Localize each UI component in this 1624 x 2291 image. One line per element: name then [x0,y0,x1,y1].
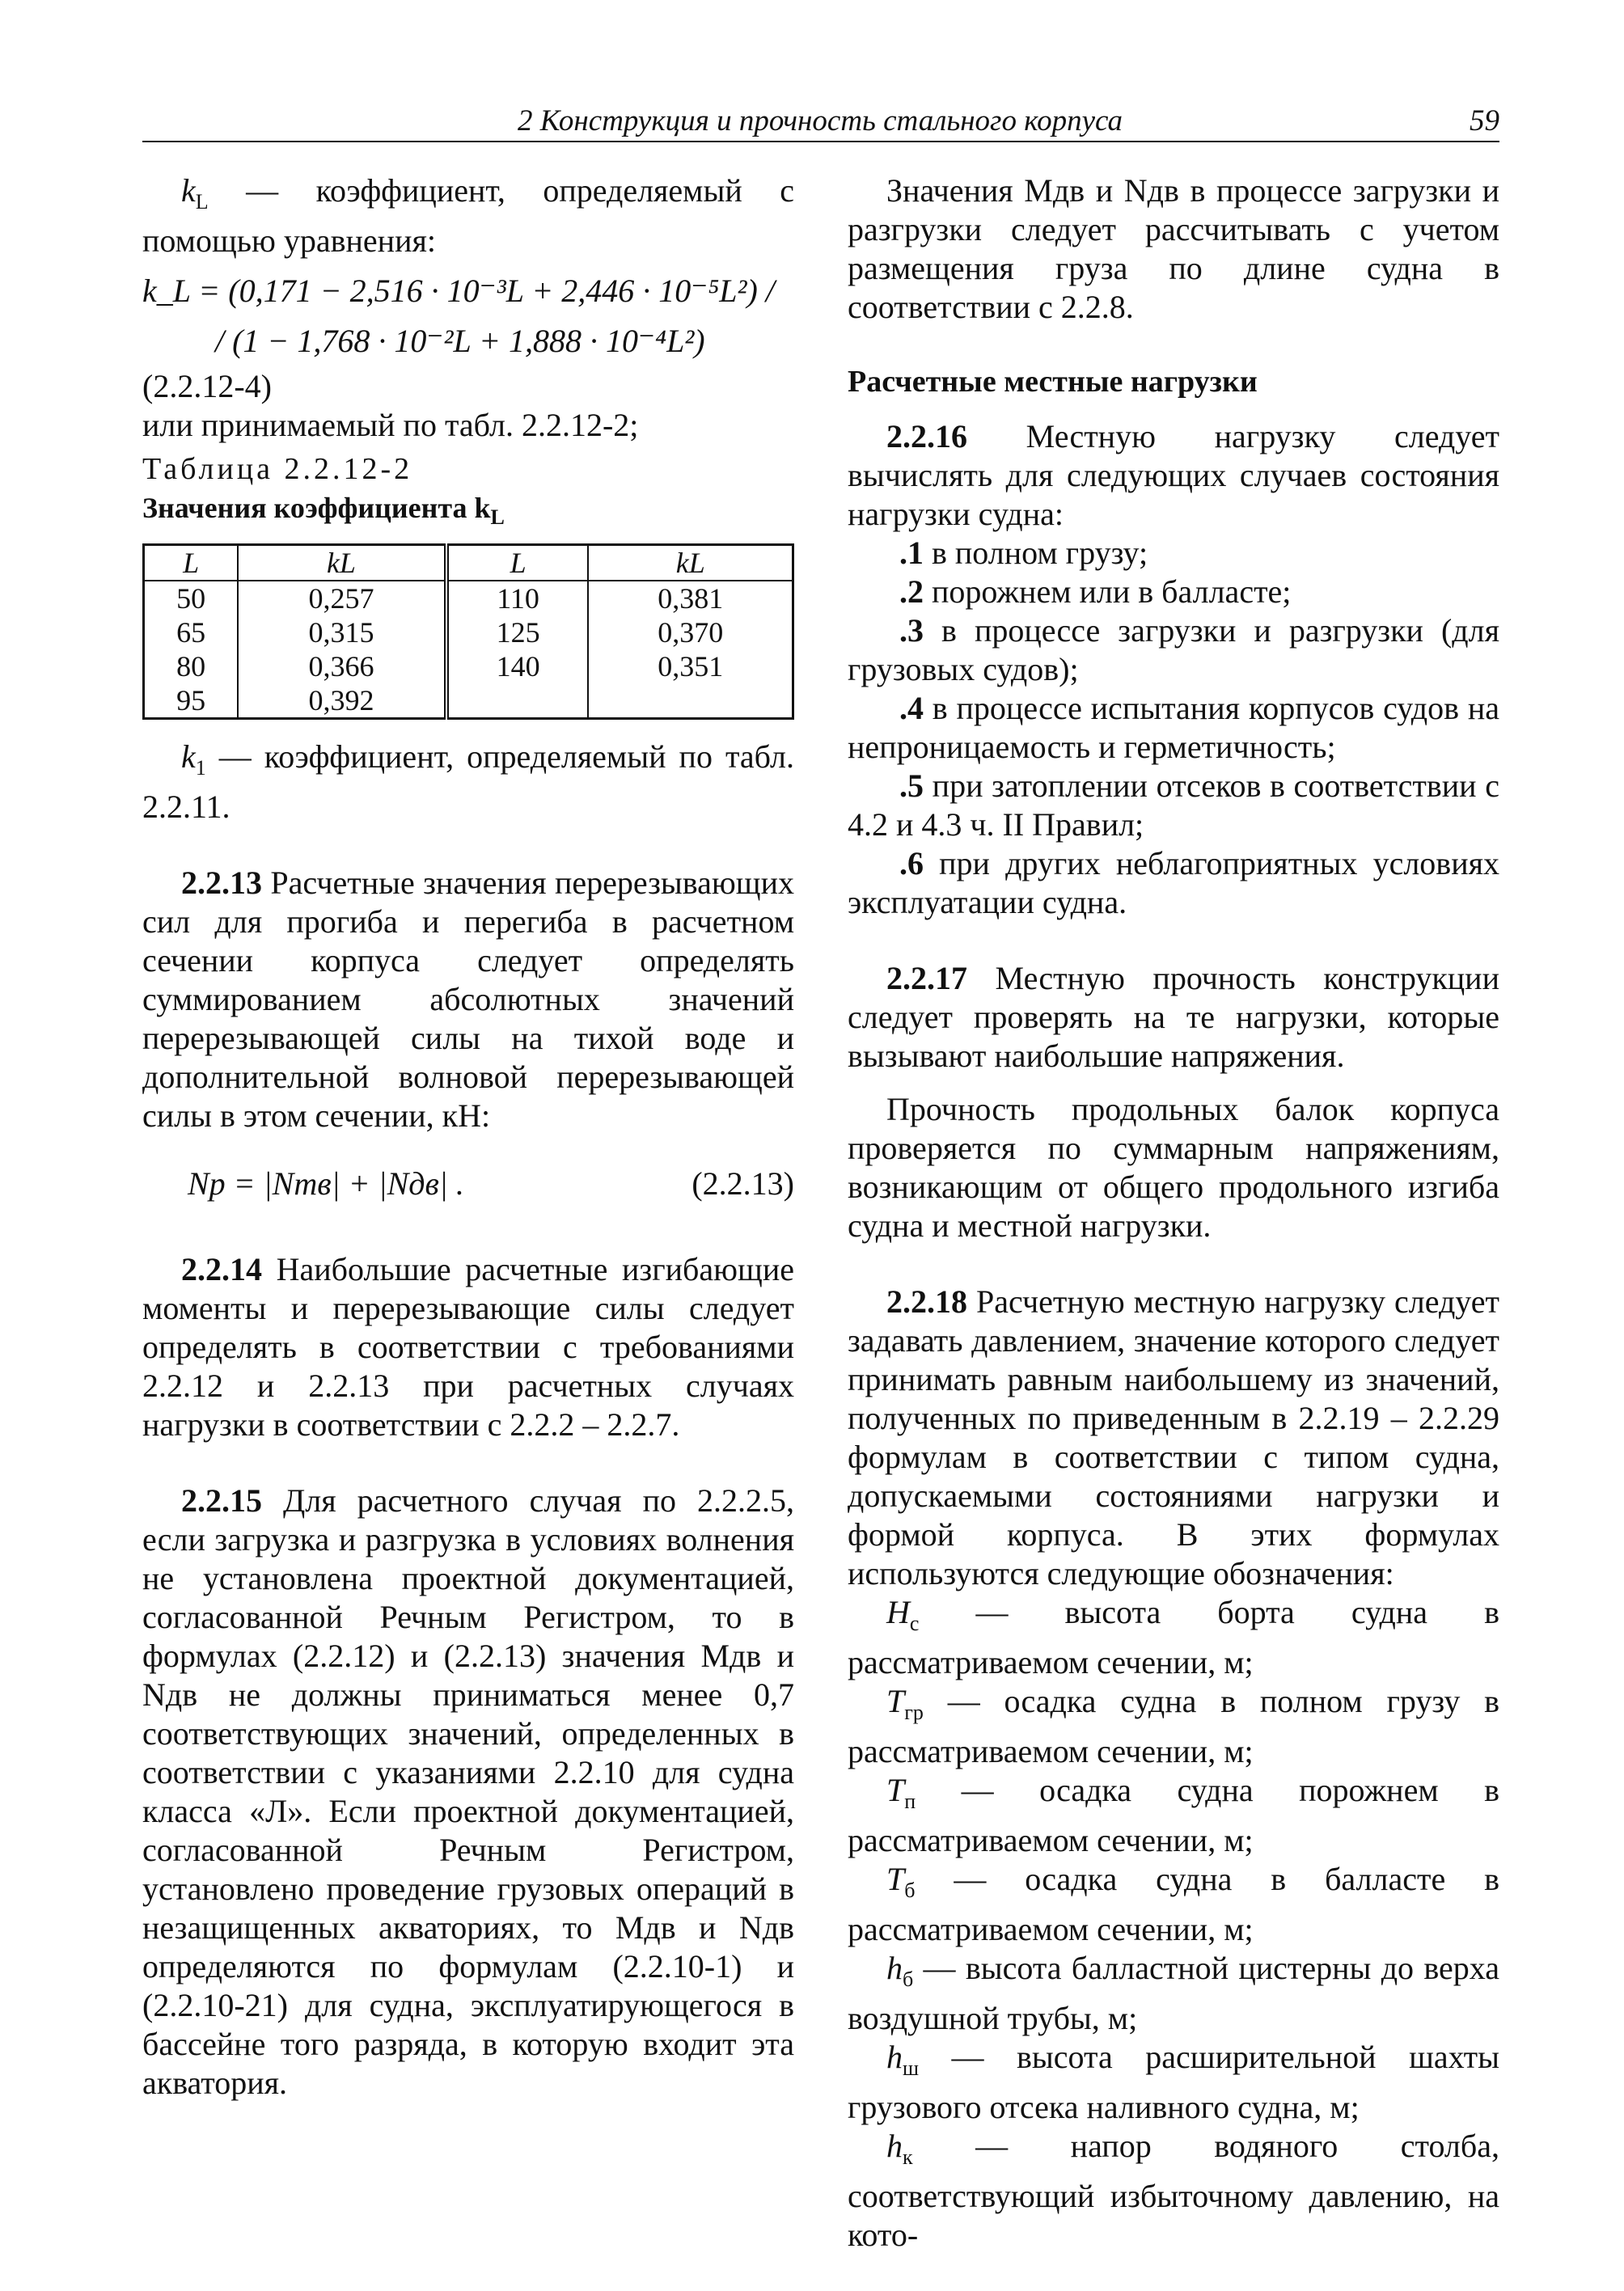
table-cell: 0,392 [238,683,446,719]
table-cell: 140 [446,649,589,683]
definition-item: $H_с$ — высота борта судна в рассматриваемом сечении, м; [848,1594,1499,1680]
table-cell: 0,381 [658,582,724,615]
table-cell: 125 [446,615,589,649]
definition-item: $T_б$ — осадка судна в балласте в рассматриваемом сечении, м; [848,1861,1499,1947]
header-rule [142,141,1499,142]
running-header-title: 2 Конструкция и прочность стального корпуса [518,104,1123,137]
table-row [144,581,793,615]
paragraph-2-2-17: 2.2.17 Местную прочность конструкции следует проверять на те нагрузки, которые вызывают наибольшие напряжения. [848,960,1499,1074]
table-cell: 0,370 [658,616,724,649]
table-cell [588,683,793,719]
paragraph-2-2-14: 2.2.14 Наибольшие расчетные изгибающие моменты и перерезывающие силы следует определять в соответствии с требованиями 2.2.12 и 2.2.13 при расчетных случаях нагрузки в соответствии с 2.2.2 – 2.2.7. [142,1251,794,1443]
table-header-cell: L [144,545,239,581]
table-cell [446,683,589,719]
list-item: .3 в процессе загрузки и разгрузки (для грузовых судов); [848,612,1499,687]
table-cell: 80 [144,649,239,683]
paragraph-2-2-16: 2.2.16 Местную нагрузку следует вычислять для следующих случаев состояния нагрузки судна: [848,418,1499,532]
table-header-cell: L [446,545,589,581]
paragraph-2-2-13: 2.2.13 Расчетные значения перерезывающих сил для прогиба и перегиба в расчетном сечении корпуса следует определять суммированием абсолютных значений перерезывающей силы на тихой воде и дополнительной волновой перерезывающей силы в этом сечении, кН: [142,864,794,1135]
list-item: .1 в полном грузу; [899,535,1148,571]
equation-number: (2.2.12-4) [142,368,272,404]
table-cell: 110 [446,581,589,615]
definition-item: $h_ш$ — высота расширительной шахты грузового отсека наливного судна, м; [848,2039,1499,2125]
definition-item: $T_п$ — осадка судна порожнем в рассматриваемом сечении, м; [848,1772,1499,1858]
section-heading: Расчетные местные нагрузки [848,365,1258,399]
intro-paragraph: Значения Mдв и Nдв в процессе загрузки и разгрузки следует рассчитывать с учетом размещения груза по длине судна в соответствии с 2.2.8. [848,172,1499,325]
definition-item: $h_б$ — высота балластной цистерны до верха воздушной трубы, м; [848,1950,1499,2036]
paragraph-2-2-17-continued: Прочность продольных балок корпуса проверяется по суммарным напряжениям, возникающим от общего продольного изгиба судна и местной нагрузки. [848,1091,1499,1244]
table-cell: 65 [144,615,239,649]
table-cell: 0,351 [658,650,724,683]
definition-item: $T_{гр}$ — осадка судна в полном грузу в рассматриваемом сечении, м; [848,1683,1499,1769]
table-cell: 0,257 [238,581,446,615]
list-item: .4 в процессе испытания корпусов судов на непроницаемость и герметичность; [848,690,1499,765]
list-item: .2 порожнем или в балласте; [899,573,1292,610]
table-cell: 0,315 [238,615,446,649]
table-caption: Таблица 2.2.12-2 [142,452,413,486]
table-header-cell: kL [588,545,793,581]
table-header-cell: kL [238,545,446,581]
formula-np: Nр = |Nтв| + |Nдв| . (2.2.13) [188,1165,794,1203]
left-column [142,171,794,2103]
table-header-row [144,545,793,581]
formula-kl-line1: k_L = (0,171 − 2,516 · 10⁻³L + 2,446 · 10⁻⁵L²) / [142,273,775,309]
k1-definition: $k_1$ — коэффициент, определяемый по табл. 2.2.11. [142,738,794,826]
table-title: Значения коэффициента $k_L$ [142,492,505,530]
page-number: 59 [1470,104,1499,137]
table-row [144,649,793,683]
table-row [144,615,793,649]
paragraph-2-2-15: 2.2.15 Для расчетного случая по 2.2.2.5, если загрузка и разгрузка в условиях волнения не установлена проектной документацией, согласованной Речным Регистром, то в формулах (2.2.12) и (2.2.13) значения Mдв и Nдв не должны приниматься менее 0,7 соответствующих значений, определенных в соответствии с указаниями 2.2.10 для судна класса «Л». Если проектной документацией, согласованной Речным Регистром, установлено проведение грузовых операций в незащищенных акваториях, то Mдв и Nдв определяются по формулам (2.2.10-1) и (2.2.10-21) для судна, эксплуатирующегося в бассейне того разряда, в которую входит эта акватория. [142,1482,794,2102]
table-cell: 0,366 [238,649,446,683]
kl-definition: $k_L$ — коэффициент, определяемый с помощью уравнения: [142,172,794,259]
definition-item: $h_к$ — напор водяного столба, соответствующий избыточному давлению, на кото- [848,2128,1499,2253]
list-item: .5 при затоплении отсеков в соответствии с 4.2 и 4.3 ч. II Правил; [848,767,1499,843]
paragraph-2-2-18: 2.2.18 Расчетную местную нагрузку следует задавать давлением, значение которого следует принимать равным наибольшему из значений, полученных по приведенным в 2.2.19 – 2.2.29 формулам в соответствии с типом судна, допускаемыми состояниями нагрузки и формой корпуса. В этих формулах используются следующие обозначения: [848,1283,1499,1591]
formula-kl-line2: / (1 − 1,768 · 10⁻²L + 1,888 · 10⁻⁴L²) [215,323,705,359]
table-cell: 50 [144,581,239,615]
table-cell: 95 [144,683,239,719]
table-row [144,683,793,719]
kl-table [142,543,794,720]
right-column [848,171,1499,2255]
list-item: .6 при других неблагоприятных условиях эксплуатации судна. [848,845,1499,920]
or-table-text: или принимаемый по табл. 2.2.12-2; [142,407,639,443]
